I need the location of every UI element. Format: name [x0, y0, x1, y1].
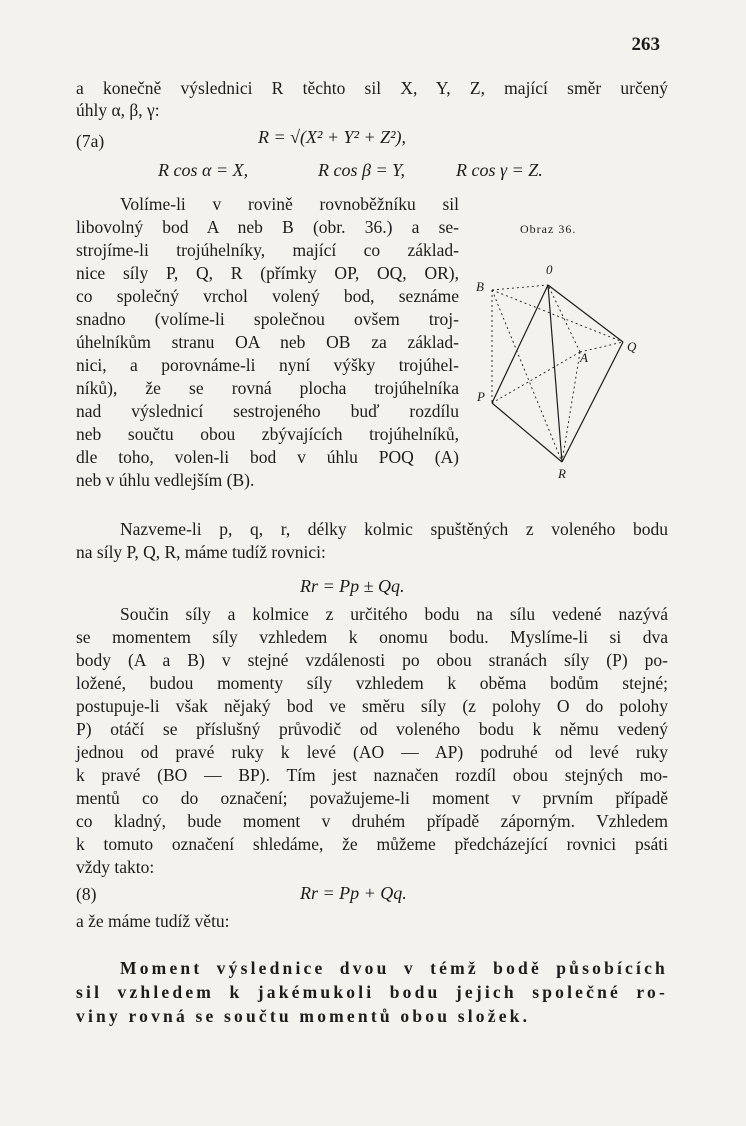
- text-line: neb v úhlu vedlejším (B).: [76, 470, 255, 490]
- page-number: 263: [631, 34, 660, 55]
- dotted-BO: [492, 285, 548, 290]
- equation-cos-gamma: R cos γ = Z.: [456, 160, 543, 180]
- line-QR: [562, 342, 623, 462]
- text-line: strojíme-li trojúhelníky, mající co základ-: [76, 240, 459, 260]
- text-line: body (A a B) v stejné vzdálenosti po obou stranách síly (P) po-: [76, 650, 668, 670]
- text-line: úhelníkům stranu OA neb OB za základ-: [76, 332, 459, 352]
- equation-7a: R = √(X² + Y² + Z²),: [258, 127, 407, 147]
- equation-cos-beta: R cos β = Y,: [318, 160, 405, 180]
- figure-label-O: 0: [546, 262, 553, 277]
- thesis-line: Moment výslednice dvou v témž bodě působících: [120, 958, 668, 978]
- equation-label: (8): [76, 884, 97, 904]
- text-line: nad výslednicí sestrojeného buď rozdílu: [76, 401, 459, 421]
- text-line: níků), že se rovná plocha trojúhelníka: [76, 378, 459, 398]
- line-PR: [492, 403, 562, 462]
- text-line: a konečně výslednici R těchto sil X, Y, Z, mající směr určený: [76, 78, 668, 98]
- line-OQ: [548, 285, 623, 342]
- text-line: vždy takto:: [76, 857, 155, 877]
- text-line: k tomuto označení shledáme, že můžeme předcházející rovnici psáti: [76, 834, 668, 854]
- text-line: nici, a porovnáme-li nyní výšky trojúhel-: [76, 355, 459, 375]
- figure-caption: Obraz 36.: [520, 222, 577, 236]
- text-line: co společný vrchol volený bod, seznáme: [76, 286, 459, 306]
- text-line: Volíme-li v rovině rovnoběžníku sil: [120, 194, 459, 214]
- text-line: dle toho, volen-li bod v úhlu POQ (A): [76, 447, 459, 467]
- figure-label-P: P: [477, 389, 485, 404]
- text-line: Součin síly a kolmice z určitého bodu na sílu vedené nazývá: [120, 604, 668, 624]
- text-line: úhly α, β, γ:: [76, 100, 160, 120]
- text-line: se momentem síly vzhledem k onomu bodu. Myslíme-li si dva: [76, 627, 668, 647]
- text-line: Nazveme-li p, q, r, délky kolmic spuštěných z voleného bodu: [120, 519, 668, 539]
- text-line: neb součtu obou zbývajících trojúhelníků,: [76, 424, 459, 444]
- text-line: ložené, budou momenty síly vzhledem k oběma bodům stejné;: [76, 673, 668, 693]
- figure-label-A: A: [580, 350, 588, 365]
- text-line: k pravé (BO — BP). Tím jest naznačen rozdíl obou stejných mo-: [76, 765, 668, 785]
- dotted-BQ: [492, 290, 623, 342]
- equation-label: (7a): [76, 131, 105, 151]
- text-line: na síly P, Q, R, máme tudíž rovnici:: [76, 542, 326, 562]
- equation-cos-alpha: R cos α = X,: [158, 160, 249, 180]
- text-line: a že máme tudíž větu:: [76, 911, 230, 931]
- thesis-line: sil vzhledem k jakémukoli bodu jejich společné ro-: [76, 982, 668, 1002]
- dotted-AP: [492, 352, 580, 403]
- text-line: snadno (volíme-li společnou ovšem troj-: [76, 309, 459, 329]
- text-line: libovolný bod A neb B (obr. 36.) a se-: [76, 217, 459, 237]
- figure-label-Q: Q: [627, 339, 637, 354]
- equation-8: Rr = Pp + Qq.: [300, 883, 407, 903]
- figure-label-B: B: [476, 279, 484, 294]
- text-line: P) otáčí se příslušný průvodič od voleného bodu k němu vedený: [76, 719, 668, 739]
- text-line: postupuje-li však nějaký bod ve směru síly (z polohy O do polohy: [76, 696, 668, 716]
- text-line: co kladný, bude moment v druhém případě záporným. Vzhledem: [76, 811, 668, 831]
- thesis-line: viny rovná se součtu momentů obou složek.: [76, 1006, 531, 1026]
- equation-rr: Rr = Pp ± Qq.: [300, 576, 405, 596]
- text-line: mentů co do označení; považujeme-li moment v prvním případě: [76, 788, 668, 808]
- dotted-BR: [492, 290, 562, 462]
- line-OR: [548, 285, 562, 462]
- text-line: jednou od pravé ruky k levé (AO — AP) podruhé od levé ruky: [76, 742, 668, 762]
- line-OP: [492, 285, 548, 403]
- text-line: nice síly P, Q, R (přímky OP, OQ, OR),: [76, 263, 459, 283]
- figure-label-R: R: [558, 466, 566, 481]
